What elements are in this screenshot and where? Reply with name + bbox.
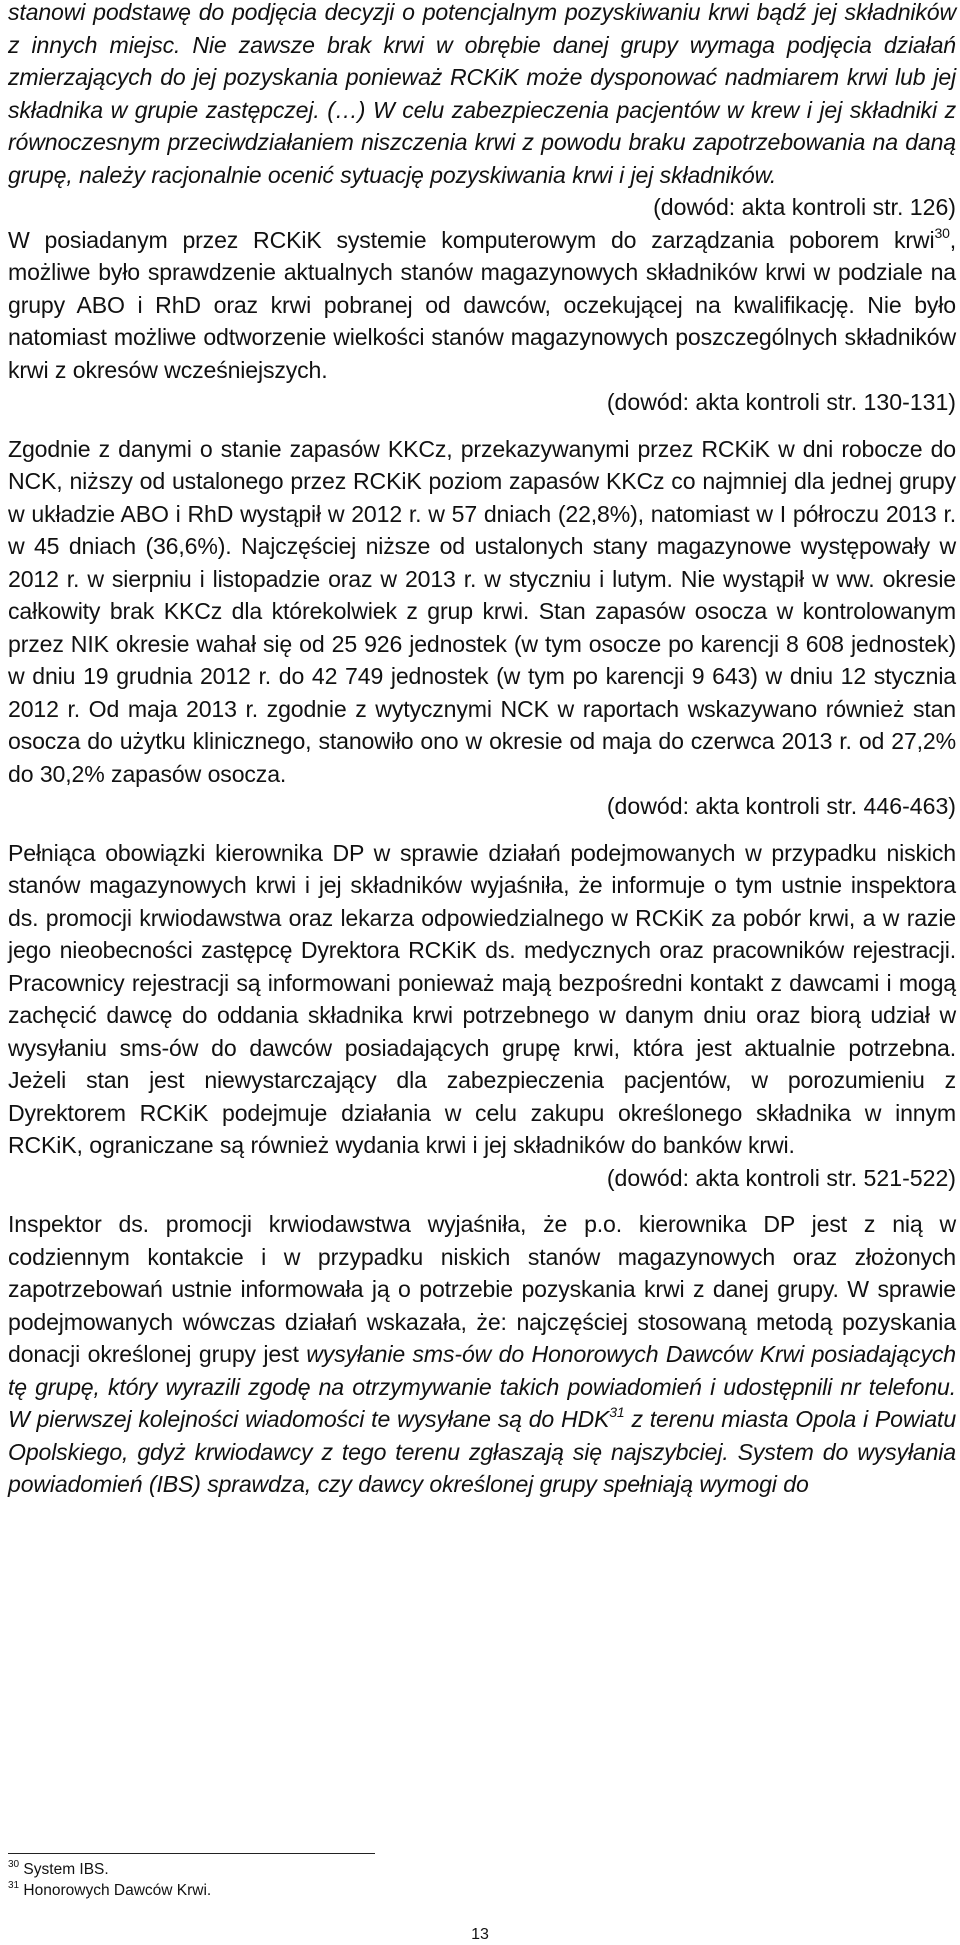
paragraph: Zgodnie z danymi o stanie zapasów KKCz, przekazywanymi przez RCKiK w dni robocze do NCK, niższy od ustalonego przez RCKiK poziom zapasów KKCz co najmniej dla jednej grupy w układzie ABO i RhD wystąpił w 2012 r. w 57 dniach (22,8%), natomiast w I półroczu 2013 r. w 45 dniach (36,6%). Najczęściej niższe od ustalonych stany magazynowe występowały w 2012 r. w sierpniu i listopadzie oraz w 2013 r. w styczniu i lutym. Nie wystąpił w ww. okresie całkowity brak KKCz dla którekolwiek z grup krwi. Stan zapasów osocza w kontrolowanym przez NIK okresie wahał się od 25 926 jednostek (w tym osocze po karencji 8 608 jednostek) w dniu 19 grudnia 2012 r. do 42 749 jednostek (w tym po karencji 9 643) w dniu 12 stycznia 2012 r. Od maja 2013 r. zgodnie z wytycznymi NCK w raportach wskazywano również stan osocza do użytku klinicznego, stanowiło ono w okresie od maja do czerwca 2013 r. od 27,2% do 30,2% zapasów osocza. <box>8 435 956 787</box>
footnote-divider <box>8 1853 375 1854</box>
emphasized-text: wysyłanie sms-ów do Honorowych Dawców Krwi posiadających tę grupę, który wyrazili zgodę na otrzymywanie takich powiadomień i udostępnili nr telefonu. W pierwszej kolejności wiadomości te wysyłane są do HDK <box>8 1341 956 1432</box>
footnote-number: 31 <box>8 1879 20 1891</box>
emphasized-text: z terenu miasta Opola i Powiatu Opolskiego, gdyż krwiodawcy z tego terenu zgłaszają się najszybciej. System do wysyłania powiadomień (IBS) sprawdza, czy dawcy określonej grupy spełniają wymogi do <box>8 1406 957 1497</box>
footnote-text: Honorowych Dawców Krwi. <box>19 1882 212 1899</box>
paragraph: Pełniąca obowiązki kierownika DP w sprawie działań podejmowanych w przypadku niskich stanów magazynowych krwi i jej składników wyjaśniła, że informuje o tym ustnie inspektora ds. promocji krwiodawstwa oraz lekarza odpowiedzialnego w RCKiK za pobór krwi, a w razie jego nieobecności zastępcę Dyrektora RCKiK ds. medycznych oraz pracowników rejestracji. Pracownicy rejestracji są informowani ponieważ mają bezpośredni kontakt z dawcami i mogą zachęcić dawcę do oddania składnika krwi potrzebnego w danym dniu oraz biorą udział w wysyłaniu sms-ów do dawców posiadających grupę krwi, która jest aktualnie potrzebna. Jeżeli stan jest niewystarczający dla zabezpieczenia pacjentów, w porozumieniu z Dyrektorem RCKiK podejmuje działania w celu zakupu określonego składnika w innym RCKiK, ograniczane są również wydania krwi i jej składników do banków krwi. <box>8 839 956 1158</box>
footnote-number: 30 <box>8 1858 20 1870</box>
spacer <box>8 823 956 837</box>
evidence-citation: (dowód: akta kontroli str. 446-463) <box>606 793 956 819</box>
paragraph-text: W posiadanym przez RCKiK systemie komputerowym do zarządzania poborem krwi <box>8 226 935 253</box>
footnote <box>8 1858 109 1879</box>
footnote-text: System IBS. <box>19 1861 109 1878</box>
paragraph <box>8 1208 956 1501</box>
paragraph-text: , możliwe było sprawdzenie aktualnych stanów magazynowych składników krwi w podziale na grupy ABO i RhD oraz krwi pobranej od dawców, oczekującej na kwalifikację. Nie było natomiast możliwe odtworzenie wielkości stanów magazynowych poszczególnych składników krwi z okresów wcześniejszych. <box>8 226 956 383</box>
evidence-citation: (dowód: akta kontroli str. 521-522) <box>606 1164 956 1191</box>
paragraph-text: Inspektor ds. promocji krwiodawstwa wyjaśniła, że p.o. kierownika DP jest z nią w codziennym kontakcie i w przypadku niskich stanów magazynowych oraz złożonych zapotrzebowań ustnie informowała ją o potrzebie pozyskania krwi z danej grupy. W sprawie podejmowanych wówczas działań wskazała, że: najczęściej stosowaną metodą pozyskania donacji określonej grupy jest <box>8 1211 956 1367</box>
footnote-ref: 30 <box>934 224 950 241</box>
spacer <box>8 419 956 433</box>
evidence-citation: (dowód: akta kontroli str. 126) <box>653 194 956 220</box>
footnote-ref: 31 <box>609 1404 625 1421</box>
document-body <box>8 0 956 1501</box>
spacer <box>8 1194 956 1208</box>
page-number: 13 <box>471 1926 489 1943</box>
paragraph <box>8 224 956 387</box>
evidence-citation: (dowód: akta kontroli str. 130-131) <box>606 389 956 415</box>
intro-quote: stanowi podstawę do podjęcia decyzji o potencjalnym pozyskiwaniu krwi bądź jej składników z innych miejsc. Nie zawsze brak krwi w obrębie danej grupy wymaga podjęcia działań zmierzających do jej pozyskania ponieważ RCKiK może dysponować nadmiarem krwi lub jej składnika w grupie zastępczej. (…) W celu zabezpieczenia pacjentów w krew i jej składniki z równoczesnym przeciwdziałaniem niszczenia krwi z powodu braku zapotrzebowania na daną grupę, należy racjonalnie ocenić sytuację pozyskiwania krwi i jej składników. <box>8 0 956 188</box>
footnote <box>8 1879 212 1900</box>
